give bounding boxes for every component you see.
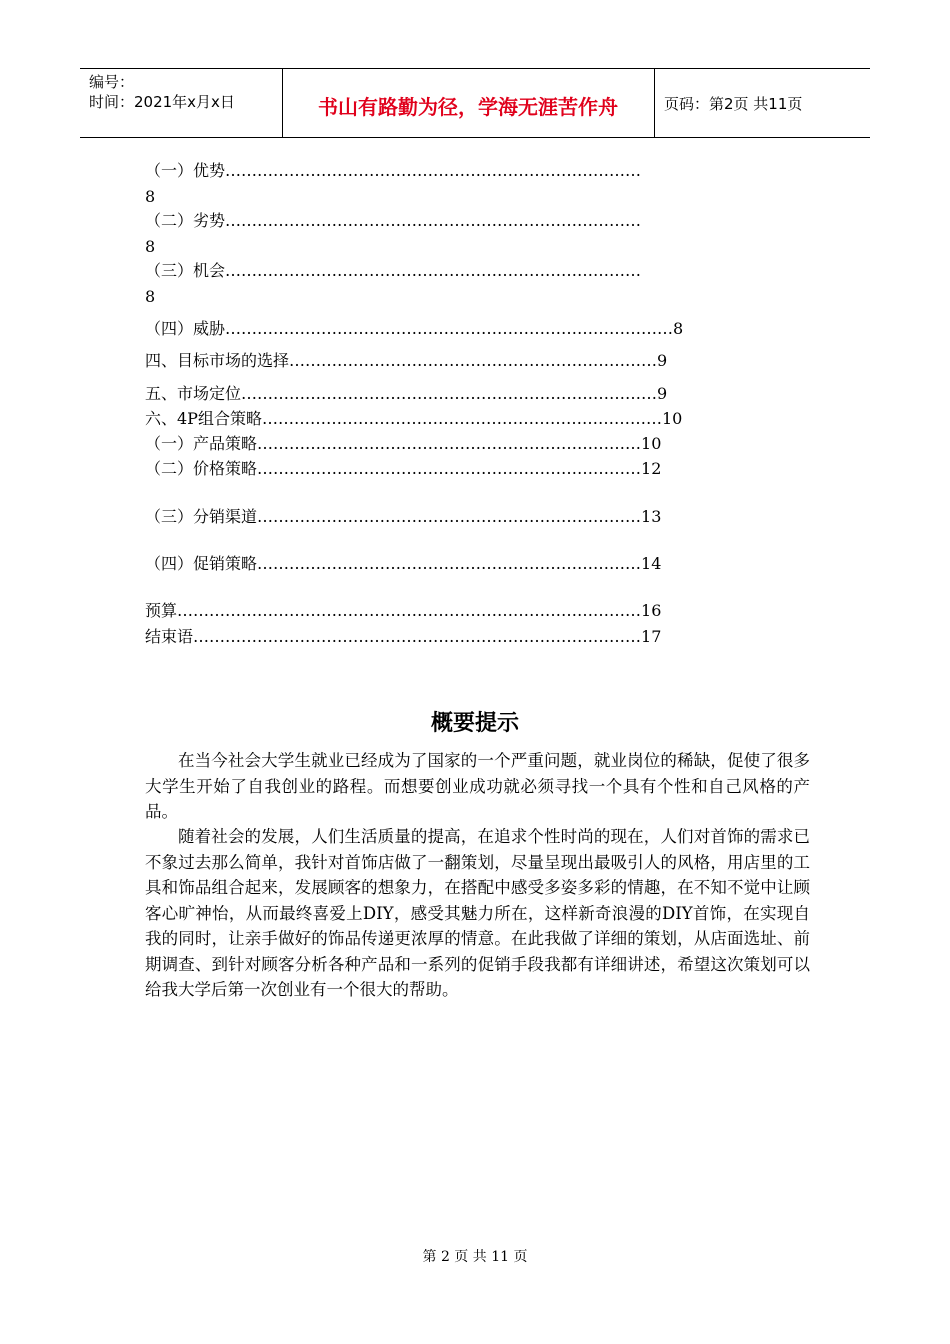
toc-leader: ………………………………………………………………	[257, 554, 642, 573]
toc-entry	[145, 160, 810, 208]
page-footer: 第 2 页 共 11 页	[422, 1249, 528, 1265]
toc-page: 13	[641, 507, 662, 526]
toc-label: （三）机会	[145, 261, 226, 280]
toc-page: 9	[657, 384, 668, 403]
toc-entry	[145, 626, 810, 648]
toc-entry	[145, 458, 810, 480]
toc-page: 9	[657, 351, 668, 370]
header-page-cell	[655, 69, 870, 137]
toc-leader: ……………………………………………………………………………	[177, 601, 642, 620]
toc-leader: ……………………………………………………………………	[225, 261, 642, 280]
toc-label: （一）优势	[145, 161, 226, 180]
summary-paragraph: 随着社会的发展，人们生活质量的提高，在追求个性时尚的现在，人们对首饰的需求已不象过去那么简单，我针对首饰店做了一翻策划，尽量呈现出最吸引人的风格，用店里的工具和饰品组合起来，发展顾客的想象力，在搭配中感受多姿多彩的情趣，在不知不觉中让顾客心旷神怡，从而最终喜爱上DIY，感受其魅力所在，这样新奇浪漫的DIY首饰，在实现自我的同时，让亲手做好的饰品传递更浓厚的情意。在此我做了详细的策划，从店面选址、前期调查、到针对顾客分析各种产品和一系列的促销手段我都有详细讲述，希望这次策划可以给我大学后第一次创业有一个很大的帮助。	[145, 827, 810, 999]
toc-label: （二）劣势	[145, 211, 226, 230]
toc-label: 六、4P组合策略	[145, 409, 262, 428]
toc-page: 8	[145, 237, 156, 256]
toc-entry	[145, 350, 810, 372]
header-meta-cell	[80, 69, 283, 137]
toc-label: （四）威胁	[145, 319, 226, 338]
toc-leader: ………………………………………………………………	[257, 459, 642, 478]
page-info: 页码：第2页 共11页	[664, 95, 803, 113]
number-label: 编号：	[89, 73, 135, 91]
toc-page: 8	[145, 187, 156, 206]
toc-page: 8	[673, 319, 684, 338]
toc-label: 五、市场定位	[145, 384, 242, 403]
toc-label: （二）价格策略	[145, 459, 258, 478]
toc-leader: ………………………………………………………………	[257, 434, 642, 453]
toc-leader: ……………………………………………………………………	[225, 161, 642, 180]
toc-leader: ……………………………………………………………………	[225, 211, 642, 230]
toc-leader: ………………………………………………………………	[257, 507, 642, 526]
toc-page: 17	[641, 627, 662, 646]
time-label: 时间：2021年x月x日	[89, 93, 235, 111]
toc-label: （四）促销策略	[145, 554, 258, 573]
toc-leader: ……………………………………………………………………	[241, 384, 658, 403]
toc-entry	[145, 210, 810, 258]
toc-leader: …………………………………………………………………	[261, 409, 662, 428]
toc-page: 10	[641, 434, 662, 453]
toc-page: 8	[145, 287, 156, 306]
motto-text: 书山有路勤为径，学海无涯苦作舟	[318, 95, 618, 119]
toc-label: 结束语	[145, 627, 194, 646]
toc-page: 12	[641, 459, 662, 478]
toc-label: 预算	[145, 601, 178, 620]
summary-paragraph: 在当今社会大学生就业已经成为了国家的一个严重问题，就业岗位的稀缺，促使了很多大学生开始了自我创业的路程。而想要创业成功就必须寻找一个具有个性和自己风格的产品。	[145, 751, 810, 821]
toc-leader: ……………………………………………………………	[289, 351, 658, 370]
toc-entry	[145, 553, 810, 575]
toc-leader: …………………………………………………………………………	[225, 319, 674, 338]
toc-entry	[145, 383, 810, 405]
toc-page: 10	[661, 409, 683, 428]
toc-label: （三）分销渠道	[145, 507, 258, 526]
section-title: 概要提示	[430, 711, 519, 736]
toc-leader: …………………………………………………………………………	[193, 627, 642, 646]
toc-entry	[145, 260, 810, 308]
header-motto-cell	[282, 69, 655, 137]
toc-label: 四、目标市场的选择	[145, 351, 290, 370]
toc-entry	[145, 433, 810, 455]
toc-entry	[145, 408, 810, 430]
toc-page: 16	[641, 601, 662, 620]
toc-entry	[145, 506, 810, 528]
toc-entry	[145, 318, 810, 340]
toc-entry	[145, 600, 810, 622]
toc-label: （一）产品策略	[145, 434, 258, 453]
toc-page: 14	[641, 554, 662, 573]
document-header	[80, 68, 870, 138]
